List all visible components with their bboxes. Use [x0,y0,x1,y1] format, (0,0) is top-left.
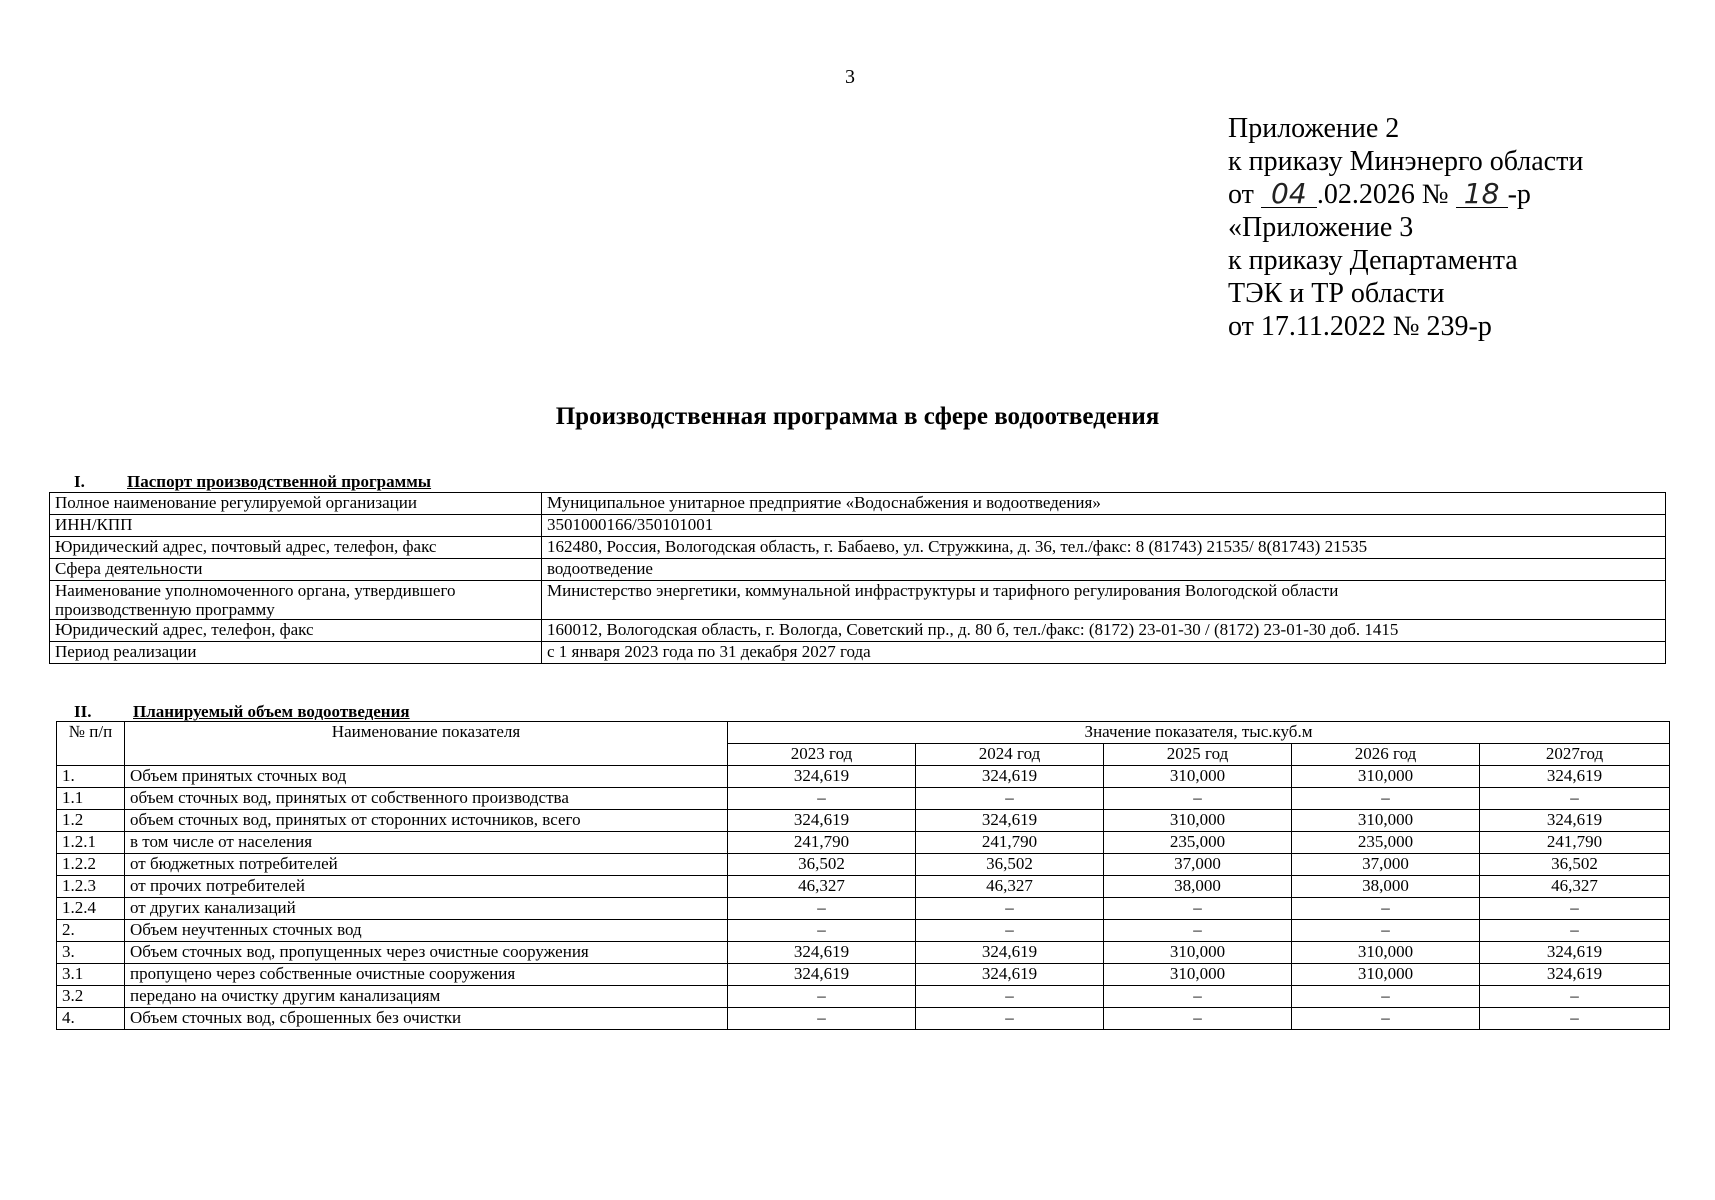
passport-value: 160012, Вологодская область, г. Вологда, Советский пр., д. 80 б, тел./факс: (8172) 23-01-30 / (8172) 23-01-30 доб. 1415 [542,620,1666,642]
row-value: – [1480,920,1670,942]
table-row [57,942,1670,964]
row-value: – [916,986,1104,1008]
row-name: Объем неучтенных сточных вод [125,920,728,942]
table-row [57,1008,1670,1030]
row-value: – [916,1008,1104,1030]
annex-date-rest: .02.2026 № [1316,179,1449,210]
row-value: 46,327 [916,876,1104,898]
row-value: 37,000 [1104,854,1292,876]
row-value: 324,619 [916,942,1104,964]
row-value: 324,619 [916,810,1104,832]
row-value: 324,619 [1480,942,1670,964]
row-number: 3.1 [57,964,125,986]
table-row [50,559,1666,581]
column-header-year: 2027год [1480,744,1670,766]
row-value: 241,790 [728,832,916,854]
section-1-number: I. [74,472,85,491]
row-value: 324,619 [916,766,1104,788]
row-value: – [916,920,1104,942]
row-value: – [1292,920,1480,942]
table-row [57,986,1670,1008]
row-value: – [1292,1008,1480,1030]
table-row [50,642,1666,664]
column-header-name: Наименование показателя [125,722,728,766]
row-number: 3.2 [57,986,125,1008]
row-name: от других канализаций [125,898,728,920]
table-row [57,832,1670,854]
column-header-year: 2023 год [728,744,916,766]
annex-line-7: от 17.11.2022 № 239-р [1228,311,1492,342]
table-row [50,537,1666,559]
table-row [50,620,1666,642]
row-value: – [1292,788,1480,810]
passport-value: 3501000166/350101001 [542,515,1666,537]
row-name: передано на очистку другим канализациям [125,986,728,1008]
passport-label: Юридический адрес, телефон, факс [50,620,542,642]
row-value: 310,000 [1292,810,1480,832]
row-value: – [728,986,916,1008]
handwritten-number: 18 [1456,181,1508,208]
row-value: – [728,898,916,920]
column-header-year: 2026 год [1292,744,1480,766]
passport-table [49,492,1666,664]
section-2-heading [74,702,410,722]
row-name: от прочих потребителей [125,876,728,898]
table-row [57,964,1670,986]
passport-value: 162480, Россия, Вологодская область, г. Бабаево, ул. Стружкина, д. 36, тел./факс: 8 (81743) 21535/ 8(81743) 21535 [542,537,1666,559]
passport-label: Сфера деятельности [50,559,542,581]
row-value: 324,619 [728,942,916,964]
annex-line-6: ТЭК и ТР области [1228,278,1445,309]
row-value: – [1104,898,1292,920]
row-number: 1.2.1 [57,832,125,854]
row-value: – [1480,986,1670,1008]
row-value: 38,000 [1292,876,1480,898]
row-value: 324,619 [728,810,916,832]
row-value: 310,000 [1104,964,1292,986]
section-2-number: II. [74,702,92,721]
row-value: 46,327 [728,876,916,898]
row-value: 310,000 [1292,964,1480,986]
volume-table [56,721,1670,1030]
row-name: Объем принятых сточных вод [125,766,728,788]
table-row [57,876,1670,898]
row-value: – [916,898,1104,920]
row-number: 1.2.4 [57,898,125,920]
annex-line-2: к приказу Минэнерго области [1228,146,1584,177]
annex-date-line [1228,178,1583,211]
row-value: 36,502 [1480,854,1670,876]
passport-label: Полное наименование регулируемой организации [50,493,542,515]
handwritten-day: 04 [1261,181,1317,208]
row-value: 310,000 [1104,766,1292,788]
column-header-number: № п/п [57,722,125,766]
row-value: – [1480,1008,1670,1030]
row-value: – [728,920,916,942]
row-number: 1.2 [57,810,125,832]
row-value: 241,790 [916,832,1104,854]
passport-label: Период реализации [50,642,542,664]
row-value: – [1480,898,1670,920]
row-number: 1.1 [57,788,125,810]
row-value: 310,000 [1292,766,1480,788]
table-row [57,766,1670,788]
page-number: 3 [845,66,855,88]
row-value: – [1292,986,1480,1008]
table-row [57,788,1670,810]
row-name: от бюджетных потребителей [125,854,728,876]
annex-line-5: к приказу Департамента [1228,245,1518,276]
row-value: 310,000 [1104,810,1292,832]
row-name: объем сточных вод, принятых от сторонних источников, всего [125,810,728,832]
passport-label: ИНН/КПП [50,515,542,537]
row-number: 1.2.3 [57,876,125,898]
table-row [57,898,1670,920]
annex-date-prefix: от [1228,179,1254,210]
row-value: 324,619 [728,766,916,788]
row-value: 324,619 [728,964,916,986]
row-value: 46,327 [1480,876,1670,898]
row-value: 241,790 [1480,832,1670,854]
table-row [57,810,1670,832]
document-title: Производственная программа в сфере водоотведения [555,403,1160,430]
row-value: – [728,788,916,810]
row-value: 38,000 [1104,876,1292,898]
row-value: 235,000 [1104,832,1292,854]
row-value: – [1104,1008,1292,1030]
passport-value: Муниципальное унитарное предприятие «Водоснабжения и водоотведения» [542,493,1666,515]
table-row [50,515,1666,537]
row-value: – [1292,898,1480,920]
passport-label: Наименование уполномоченного органа, утвердившего производственную программу [50,581,542,620]
row-number: 2. [57,920,125,942]
passport-label: Юридический адрес, почтовый адрес, телефон, факс [50,537,542,559]
row-number: 1. [57,766,125,788]
passport-value: с 1 января 2023 года по 31 декабря 2027 года [542,642,1666,664]
row-number: 1.2.2 [57,854,125,876]
row-value: 324,619 [1480,766,1670,788]
table-header-row [57,722,1670,744]
table-row [57,920,1670,942]
row-value: – [1480,788,1670,810]
row-value: – [916,788,1104,810]
annex-number-suffix: -р [1507,179,1531,210]
row-number: 4. [57,1008,125,1030]
row-name: в том числе от населения [125,832,728,854]
column-header-year: 2024 год [916,744,1104,766]
row-value: 324,619 [1480,810,1670,832]
column-header-year: 2025 год [1104,744,1292,766]
row-value: 37,000 [1292,854,1480,876]
row-value: 36,502 [916,854,1104,876]
row-value: 324,619 [916,964,1104,986]
row-value: 36,502 [728,854,916,876]
row-value: 310,000 [1104,942,1292,964]
annex-line-1: Приложение 2 [1228,113,1400,144]
passport-value: Министерство энергетики, коммунальной инфраструктуры и тарифного регулирования Вологодской области [542,581,1666,620]
table-row [57,854,1670,876]
passport-value: водоотведение [542,559,1666,581]
row-name: пропущено через собственные очистные сооружения [125,964,728,986]
row-name: Объем сточных вод, сброшенных без очистки [125,1008,728,1030]
row-value: – [1104,788,1292,810]
table-row [50,581,1666,620]
section-2-title: Планируемый объем водоотведения [133,702,410,721]
annex-block [1228,112,1583,343]
row-name: Объем сточных вод, пропущенных через очистные сооружения [125,942,728,964]
row-value: – [1104,920,1292,942]
table-row [50,493,1666,515]
row-value: 310,000 [1292,942,1480,964]
annex-line-4: «Приложение 3 [1228,212,1414,243]
row-name: объем сточных вод, принятых от собственного производства [125,788,728,810]
section-1-title: Паспорт производственной программы [127,472,432,491]
row-value: 235,000 [1292,832,1480,854]
column-header-value-group: Значение показателя, тыс.куб.м [728,722,1670,744]
row-value: – [1104,986,1292,1008]
section-1-heading [74,472,431,492]
row-value: 324,619 [1480,964,1670,986]
row-value: – [728,1008,916,1030]
row-number: 3. [57,942,125,964]
